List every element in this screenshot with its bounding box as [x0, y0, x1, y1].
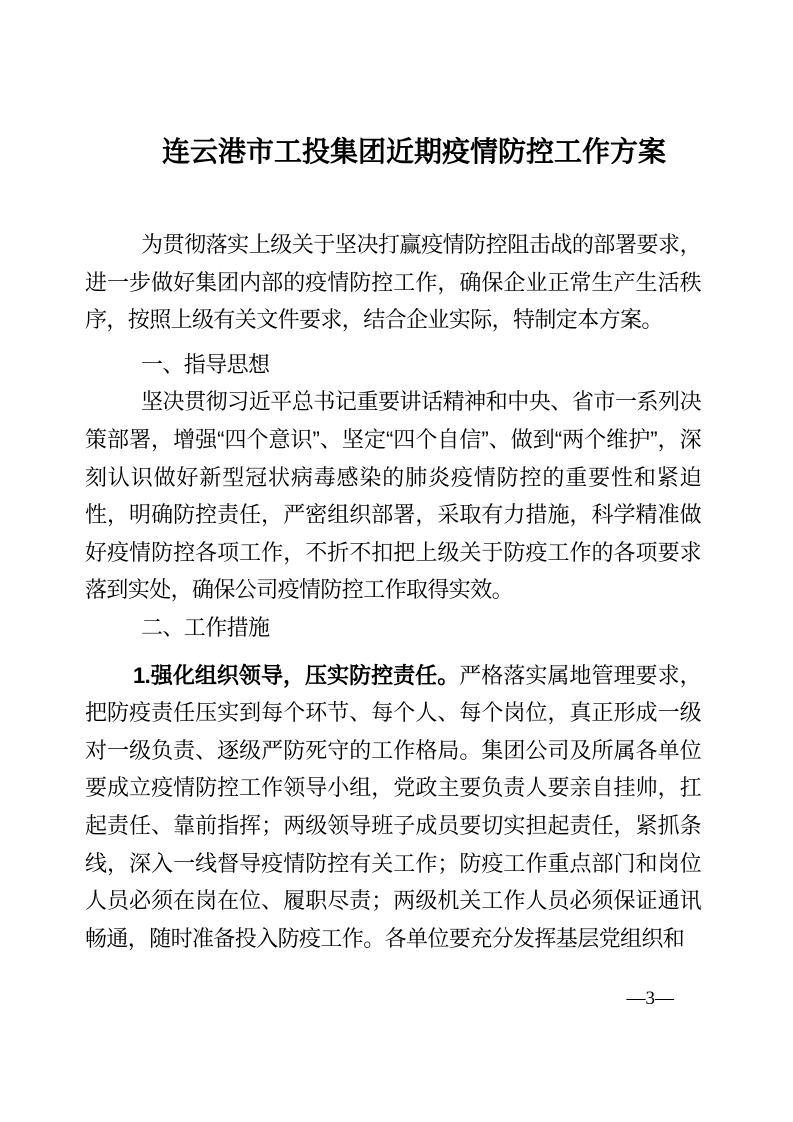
measure-item-1-body: 严格落实属地管理要求，把防疫责任压实到每个环节、每个人、每个岗位，真正形成一级对一级负责、逐级严防死守的工作格局。集团公司及所属各单位要成立疫情防控工作领导小组，党政主要负责人要亲自挂帅，扛起责任、靠前指挥；两级领导班子成员要切实担起责任，紧抓条线，深入一线督导疫情防控有关工作；防疫工作重点部门和岗位人员必须在岗在位、履职尽责；两级机关工作人员必须保证通讯畅通，随时准备投入防疫工作。各单位要充分发挥基层党组织和 — [85, 662, 702, 951]
measure-item-1-lead: 1.强化组织领导，压实防控责任。 — [133, 662, 460, 688]
document-text — [85, 226, 701, 957]
section-heading-work-measures: 二、工作措施 — [141, 614, 270, 640]
section-heading-guiding-thought: 一、指导思想 — [141, 351, 270, 377]
document-body — [85, 130, 701, 957]
document-title: 连云港市工投集团近期疫情防控工作方案 — [161, 136, 666, 167]
guiding-thought-paragraph: 坚决贯彻习近平总书记重要讲话精神和中央、省市一系列决策部署，增强“四个意识”、坚定“四个自信”、做到“两个维护”，深刻认识做好新型冠状病毒感染的肺炎疫情防控的重要性和紧迫性，明确防控责任，严密组织部署，采取有力措施，科学精准做好疫情防控各项工作，不折不扣把上级关于防疫工作的各项要求落到实处，确保公司疫情防控工作取得实效。 — [85, 389, 701, 603]
measure-item-1 — [85, 657, 701, 958]
page-number: —3— — [626, 988, 674, 1009]
intro-paragraph: 为贯彻落实上级关于坚决打赢疫情防控阻击战的部署要求，进一步做好集团内部的疫情防控工作，确保企业正常生产生活秩序，按照上级有关文件要求，结合企业实际，特制定本方案。 — [85, 232, 701, 333]
